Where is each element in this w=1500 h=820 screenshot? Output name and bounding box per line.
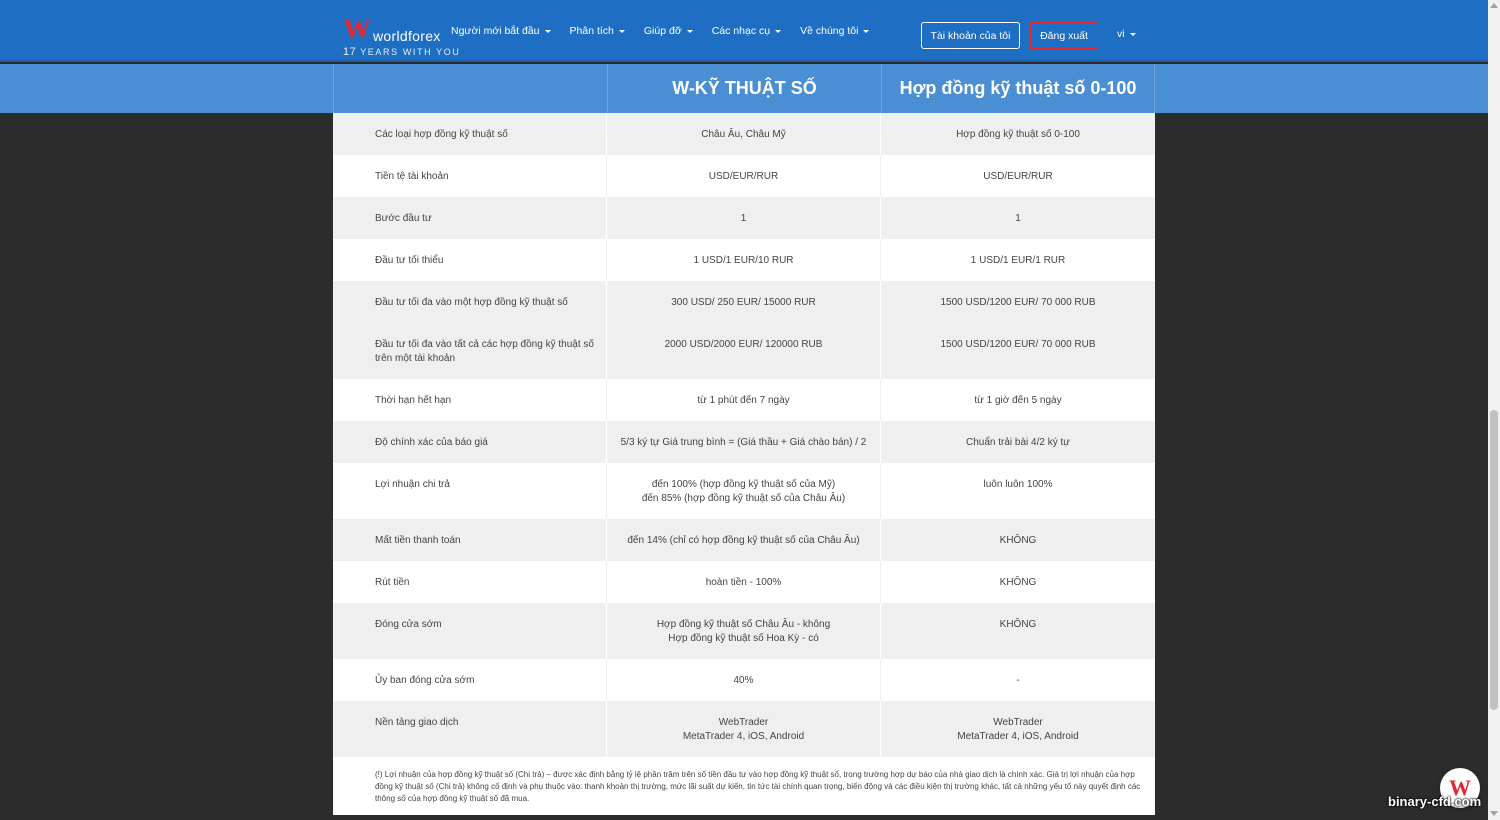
digital-0-100-cell — [881, 603, 1155, 659]
cell-line: 300 USD/ 250 EUR/ 15000 RUR — [671, 297, 816, 308]
logo-name: worldforex — [373, 28, 441, 44]
cell-line: WebTrader — [993, 717, 1043, 728]
w-digital-cell — [607, 519, 881, 561]
scroll-up-arrow-icon[interactable] — [1490, 3, 1498, 8]
nav-item-beginners[interactable] — [451, 25, 551, 37]
language-label: vi — [1117, 28, 1125, 40]
nav-item-label: Các nhạc cụ — [711, 25, 771, 37]
w-digital-cell — [607, 463, 881, 519]
w-digital-cell — [607, 379, 881, 421]
row-label: Mất tiền thanh toán — [333, 519, 607, 561]
cell-line: luôn luôn 100% — [983, 479, 1053, 490]
w-digital-cell — [607, 561, 881, 603]
cell-line: KHÔNG — [999, 577, 1037, 588]
w-digital-cell — [607, 197, 881, 239]
row-label: Rút tiền — [333, 561, 607, 603]
w-digital-cell — [607, 155, 881, 197]
row-label: Lợi nhuận chi trả — [333, 463, 607, 519]
w-digital-cell — [607, 421, 881, 463]
row-label: Ủy ban đóng cửa sớm — [333, 659, 607, 701]
table-row — [333, 603, 1155, 659]
table-header-digital-0-100: Hợp đồng kỹ thuật số 0-100 — [881, 64, 1155, 113]
scroll-down-arrow-icon[interactable] — [1490, 811, 1498, 816]
logo-tagline-text: YEARS WITH YOU — [360, 47, 461, 57]
nav-item-label: Về chúng tôi — [800, 25, 859, 37]
logo-years: 17 — [343, 46, 357, 58]
cell-line: WebTrader — [718, 717, 769, 728]
cell-line: KHÔNG — [999, 619, 1037, 630]
worldforex-chat-icon[interactable]: W — [1440, 768, 1480, 808]
main-nav — [451, 0, 888, 62]
row-label: Thời hạn hết hạn — [333, 379, 607, 421]
cell-line: 40% — [733, 675, 754, 686]
w-digital-cell — [607, 323, 881, 379]
cell-line: Hợp đồng kỹ thuật số Hoa Kỳ - có — [668, 633, 819, 644]
nav-item-instruments[interactable] — [712, 25, 781, 37]
cell-line: 5/3 ký tự Giá trung bình = (Giá thầu + Giá chào bán) / 2 — [620, 437, 867, 448]
language-selector[interactable] — [1117, 28, 1136, 40]
comparison-table — [333, 113, 1155, 815]
digital-0-100-cell — [881, 421, 1155, 463]
digital-0-100-cell — [881, 561, 1155, 603]
cell-line: - — [1016, 675, 1020, 686]
row-label: Đầu tư tối đa vào tất cả các hợp đồng kỹ thuật số trên một tài khoản — [333, 323, 607, 379]
cell-line: đến 85% (hợp đồng kỹ thuật số của Châu Âu) — [641, 493, 846, 504]
table-header-w-digital: W-KỸ THUẬT SỐ — [607, 64, 881, 113]
row-label: Nền tảng giao dịch — [333, 701, 607, 757]
logo-mark: W — [343, 14, 371, 45]
digital-0-100-cell — [881, 519, 1155, 561]
cell-line: 1500 USD/1200 EUR/ 70 000 RUB — [940, 339, 1096, 350]
table-row — [333, 519, 1155, 561]
cell-line: 1 USD/1 EUR/10 RUR — [693, 255, 794, 266]
w-digital-cell — [607, 603, 881, 659]
w-digital-cell — [607, 701, 881, 757]
table-row — [333, 281, 1155, 323]
nav-item-label: Giúp đỡ — [643, 25, 682, 37]
row-label: Các loại hợp đồng kỹ thuật số — [333, 113, 607, 155]
digital-0-100-cell — [881, 323, 1155, 379]
digital-0-100-cell — [881, 239, 1155, 281]
cell-line: MetaTrader 4, iOS, Android — [682, 731, 805, 742]
w-digital-cell — [607, 281, 881, 323]
chevron-down-icon — [1130, 33, 1136, 36]
table-header-empty — [333, 64, 607, 113]
cell-line: hoàn tiền - 100% — [705, 577, 782, 588]
table-row — [333, 197, 1155, 239]
chevron-down-icon — [775, 30, 781, 33]
site-watermark: binary-cfd.com — [1388, 794, 1482, 809]
digital-0-100-cell — [881, 155, 1155, 197]
worldforex-logo[interactable] — [343, 14, 461, 58]
chevron-down-icon — [619, 30, 625, 33]
top-navbar — [0, 0, 1488, 62]
cell-line: đến 14% (chỉ có hợp đồng kỹ thuật số của Châu Âu) — [627, 535, 860, 546]
table-row — [333, 113, 1155, 155]
table-row — [333, 155, 1155, 197]
cell-line: KHÔNG — [999, 535, 1037, 546]
cell-line: 1 — [1015, 213, 1021, 224]
scrollbar-thumb[interactable] — [1490, 410, 1498, 710]
nav-item-label: Phân tích — [569, 25, 614, 37]
w-digital-cell — [607, 113, 881, 155]
table-row — [333, 659, 1155, 701]
payout-footnote: (!) Lợi nhuận của hợp đồng kỹ thuật số (Chi trả) – được xác định bằng tỷ lệ phần trăm trên số tiền đầu tư vào hợp đồng kỹ thuật số, trong trường hợp dự báo của nhà giao dịch là chính xác. Giá trị lợi nhuận của hợp đồng kỹ thuật số (Chi trả) không cố định và phụ thuộc vào: thanh khoản thị trường, mức lãi suất dự kiến, tin tức tài chính quan trọng, biến động và các điều kiện thị trường khác, tất cả những yếu tố này quyết định các thông số của hợp đồng kỹ thuật số đã mua. — [333, 757, 1155, 815]
digital-0-100-cell — [881, 463, 1155, 519]
my-account-button[interactable]: Tài khoản của tôi — [921, 22, 1020, 49]
cell-line: MetaTrader 4, iOS, Android — [957, 731, 1079, 742]
digital-0-100-cell — [881, 197, 1155, 239]
cell-line: 1500 USD/1200 EUR/ 70 000 RUB — [940, 297, 1096, 308]
cell-line: Hợp đồng kỹ thuật số Châu Âu - không — [656, 619, 831, 630]
chevron-down-icon — [545, 30, 551, 33]
row-label: Độ chính xác của báo giá — [333, 421, 607, 463]
chevron-down-icon — [863, 30, 869, 33]
cell-line: Hợp đồng kỹ thuật số 0-100 — [956, 129, 1080, 140]
digital-0-100-cell — [881, 701, 1155, 757]
table-row — [333, 701, 1155, 757]
cell-line: USD/EUR/RUR — [983, 171, 1053, 182]
cell-line: Chuẩn trải bài 4/2 ký tự — [966, 437, 1070, 448]
digital-0-100-cell — [881, 659, 1155, 701]
logout-button[interactable]: Đăng xuất — [1030, 22, 1098, 49]
cell-line: 2000 USD/2000 EUR/ 120000 RUB — [664, 339, 823, 350]
cell-line: USD/EUR/RUR — [708, 171, 779, 182]
cell-line: 1 USD/1 EUR/1 RUR — [970, 255, 1066, 266]
cell-line: 1 — [740, 213, 747, 224]
table-row — [333, 323, 1155, 379]
row-label: Tiền tệ tài khoản — [333, 155, 607, 197]
chevron-down-icon — [687, 30, 693, 33]
row-label: Đầu tư tối đa vào một hợp đồng kỹ thuật số — [333, 281, 607, 323]
table-row — [333, 463, 1155, 519]
w-digital-cell — [607, 239, 881, 281]
nav-item-label: Người mới bắt đầu — [451, 25, 540, 37]
nav-item-analysis[interactable] — [570, 25, 625, 37]
digital-0-100-cell — [881, 113, 1155, 155]
row-label: Đầu tư tối thiểu — [333, 239, 607, 281]
cell-line: đến 100% (hợp đồng kỹ thuật số của Mỹ) — [651, 479, 836, 490]
cell-line: từ 1 giờ đến 5 ngày — [974, 395, 1062, 406]
digital-0-100-cell — [881, 281, 1155, 323]
nav-item-help[interactable] — [644, 25, 693, 37]
w-digital-cell — [607, 659, 881, 701]
table-row — [333, 561, 1155, 603]
cell-line: từ 1 phút đến 7 ngày — [697, 395, 790, 406]
row-label: Bước đầu tư — [333, 197, 607, 239]
logo-tagline — [343, 46, 460, 58]
nav-item-about[interactable] — [800, 25, 869, 37]
digital-0-100-cell — [881, 379, 1155, 421]
row-label: Đóng cửa sớm — [333, 603, 607, 659]
table-row — [333, 379, 1155, 421]
table-row — [333, 421, 1155, 463]
cell-line: Châu Âu, Châu Mỹ — [701, 129, 786, 140]
table-row — [333, 239, 1155, 281]
